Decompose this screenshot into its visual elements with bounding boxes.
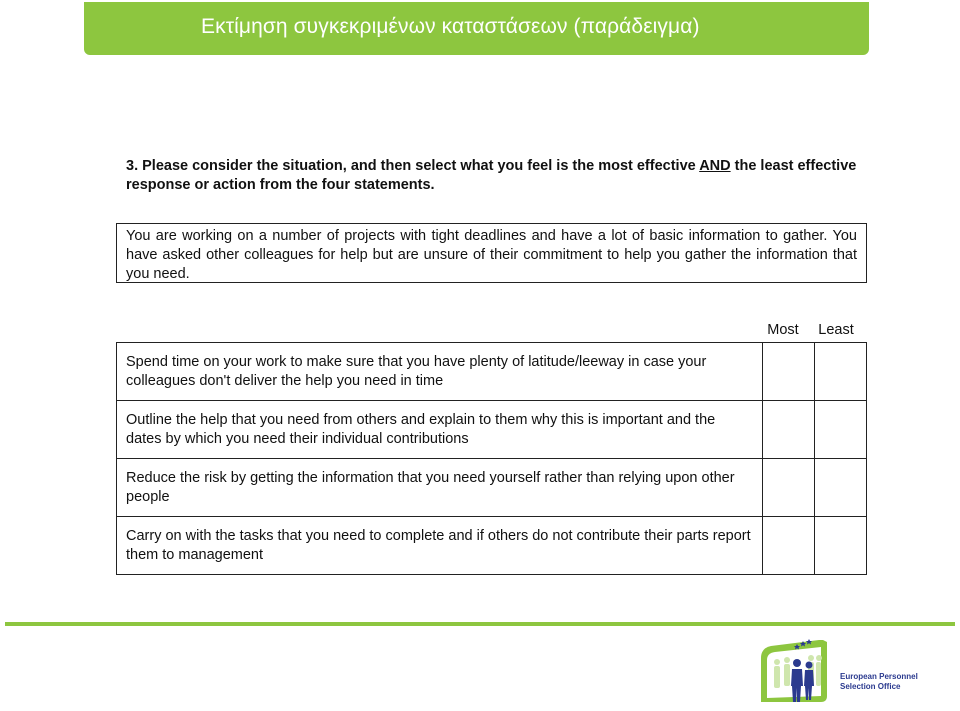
option-text: Carry on with the tasks that you need to complete and if others do not contribute their parts report them to management (117, 517, 763, 575)
column-header-most: Most (767, 322, 799, 338)
option-3-least-cell[interactable] (815, 459, 867, 517)
logo-text (840, 672, 918, 692)
option-row (117, 517, 867, 575)
question-number: 3. (126, 158, 139, 174)
option-4-least-cell[interactable] (815, 517, 867, 575)
scenario-text: You are working on a number of projects with tight deadlines and have a lot of basic information to gather. You have asked other colleagues for help but are unsure of their commitment to help you gather the information that you need. (126, 228, 857, 282)
title-bar (84, 2, 869, 55)
option-text: Reduce the risk by getting the information that you need yourself rather than relying upon other people (117, 459, 763, 517)
option-1-least-cell[interactable] (815, 343, 867, 401)
question-text-before: Please consider the situation, and then select what you feel is the most effective (142, 158, 700, 174)
scenario-box (116, 223, 867, 283)
question-text (126, 157, 861, 195)
options-table (116, 342, 867, 575)
option-4-most-cell[interactable] (763, 517, 815, 575)
footer-divider (5, 622, 955, 626)
option-2-least-cell[interactable] (815, 401, 867, 459)
option-1-most-cell[interactable] (763, 343, 815, 401)
logo-line-2: Selection Office (840, 682, 901, 691)
logo-line-1: European Personnel (840, 672, 918, 681)
question-emphasis: AND (699, 158, 731, 174)
option-3-most-cell[interactable] (763, 459, 815, 517)
slide-title: Εκτίμηση συγκεκριμένων καταστάσεων (παράδειγμα) (201, 15, 700, 38)
option-row (117, 459, 867, 517)
question-text-after: the least effective response or action from the four statements. (126, 158, 857, 193)
option-text: Outline the help that you need from others and explain to them why this is important and the dates by which you need their individual contributions (117, 401, 763, 459)
column-header-least: Least (818, 322, 854, 338)
option-row (117, 343, 867, 401)
option-text: Spend time on your work to make sure that you have plenty of latitude/leeway in case your colleagues don't deliver the help you need in time (117, 343, 763, 401)
option-row (117, 401, 867, 459)
option-2-most-cell[interactable] (763, 401, 815, 459)
